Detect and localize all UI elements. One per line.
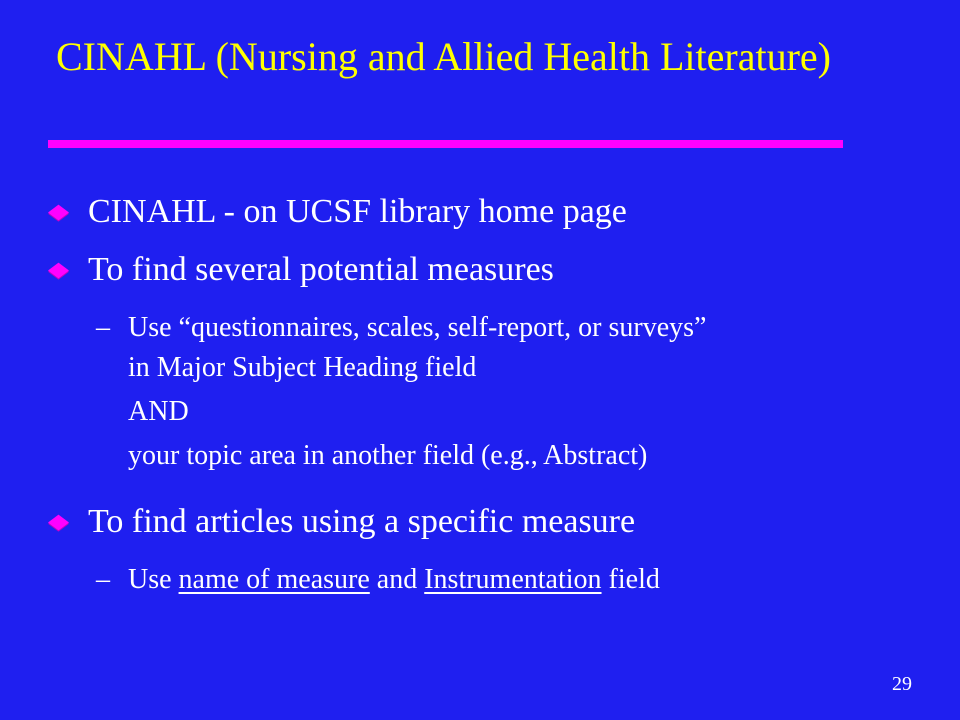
diamond-bullet-icon: [48, 515, 69, 531]
sub-line: in Major Subject Heading field: [128, 352, 477, 383]
sub-text-suffix: field: [601, 564, 660, 595]
bullet-text: CINAHL - on UCSF library home page: [88, 193, 627, 230]
diamond-bullet-icon: [48, 263, 69, 279]
bullet-text: To find articles using a specific measure: [88, 503, 636, 540]
slide-title: CINAHL (Nursing and Allied Health Literature): [56, 34, 831, 79]
sub-dash: –: [96, 312, 110, 343]
underlined-term-name-of-measure: name of measure: [178, 564, 370, 595]
sub-line: [128, 562, 660, 598]
sub-text-prefix: Use: [128, 564, 179, 595]
sub-line: your topic area in another field (e.g., Abstract): [128, 440, 648, 471]
sub-line: Use “questionnaires, scales, self-report, or surveys”: [128, 312, 707, 343]
sub-line: AND: [128, 396, 189, 427]
sub-dash: –: [96, 564, 110, 595]
diamond-bullet-icon: [48, 205, 69, 221]
sub-item-instrumentation: [96, 562, 896, 602]
sub-item-search-strategy: [96, 310, 896, 480]
bullet-text: To find several potential measures: [88, 251, 554, 288]
sub-text-middle: and: [369, 564, 425, 595]
page-number: 29: [892, 673, 912, 695]
underlined-term-instrumentation: Instrumentation: [424, 564, 602, 595]
title-underline-rule: [48, 140, 843, 148]
